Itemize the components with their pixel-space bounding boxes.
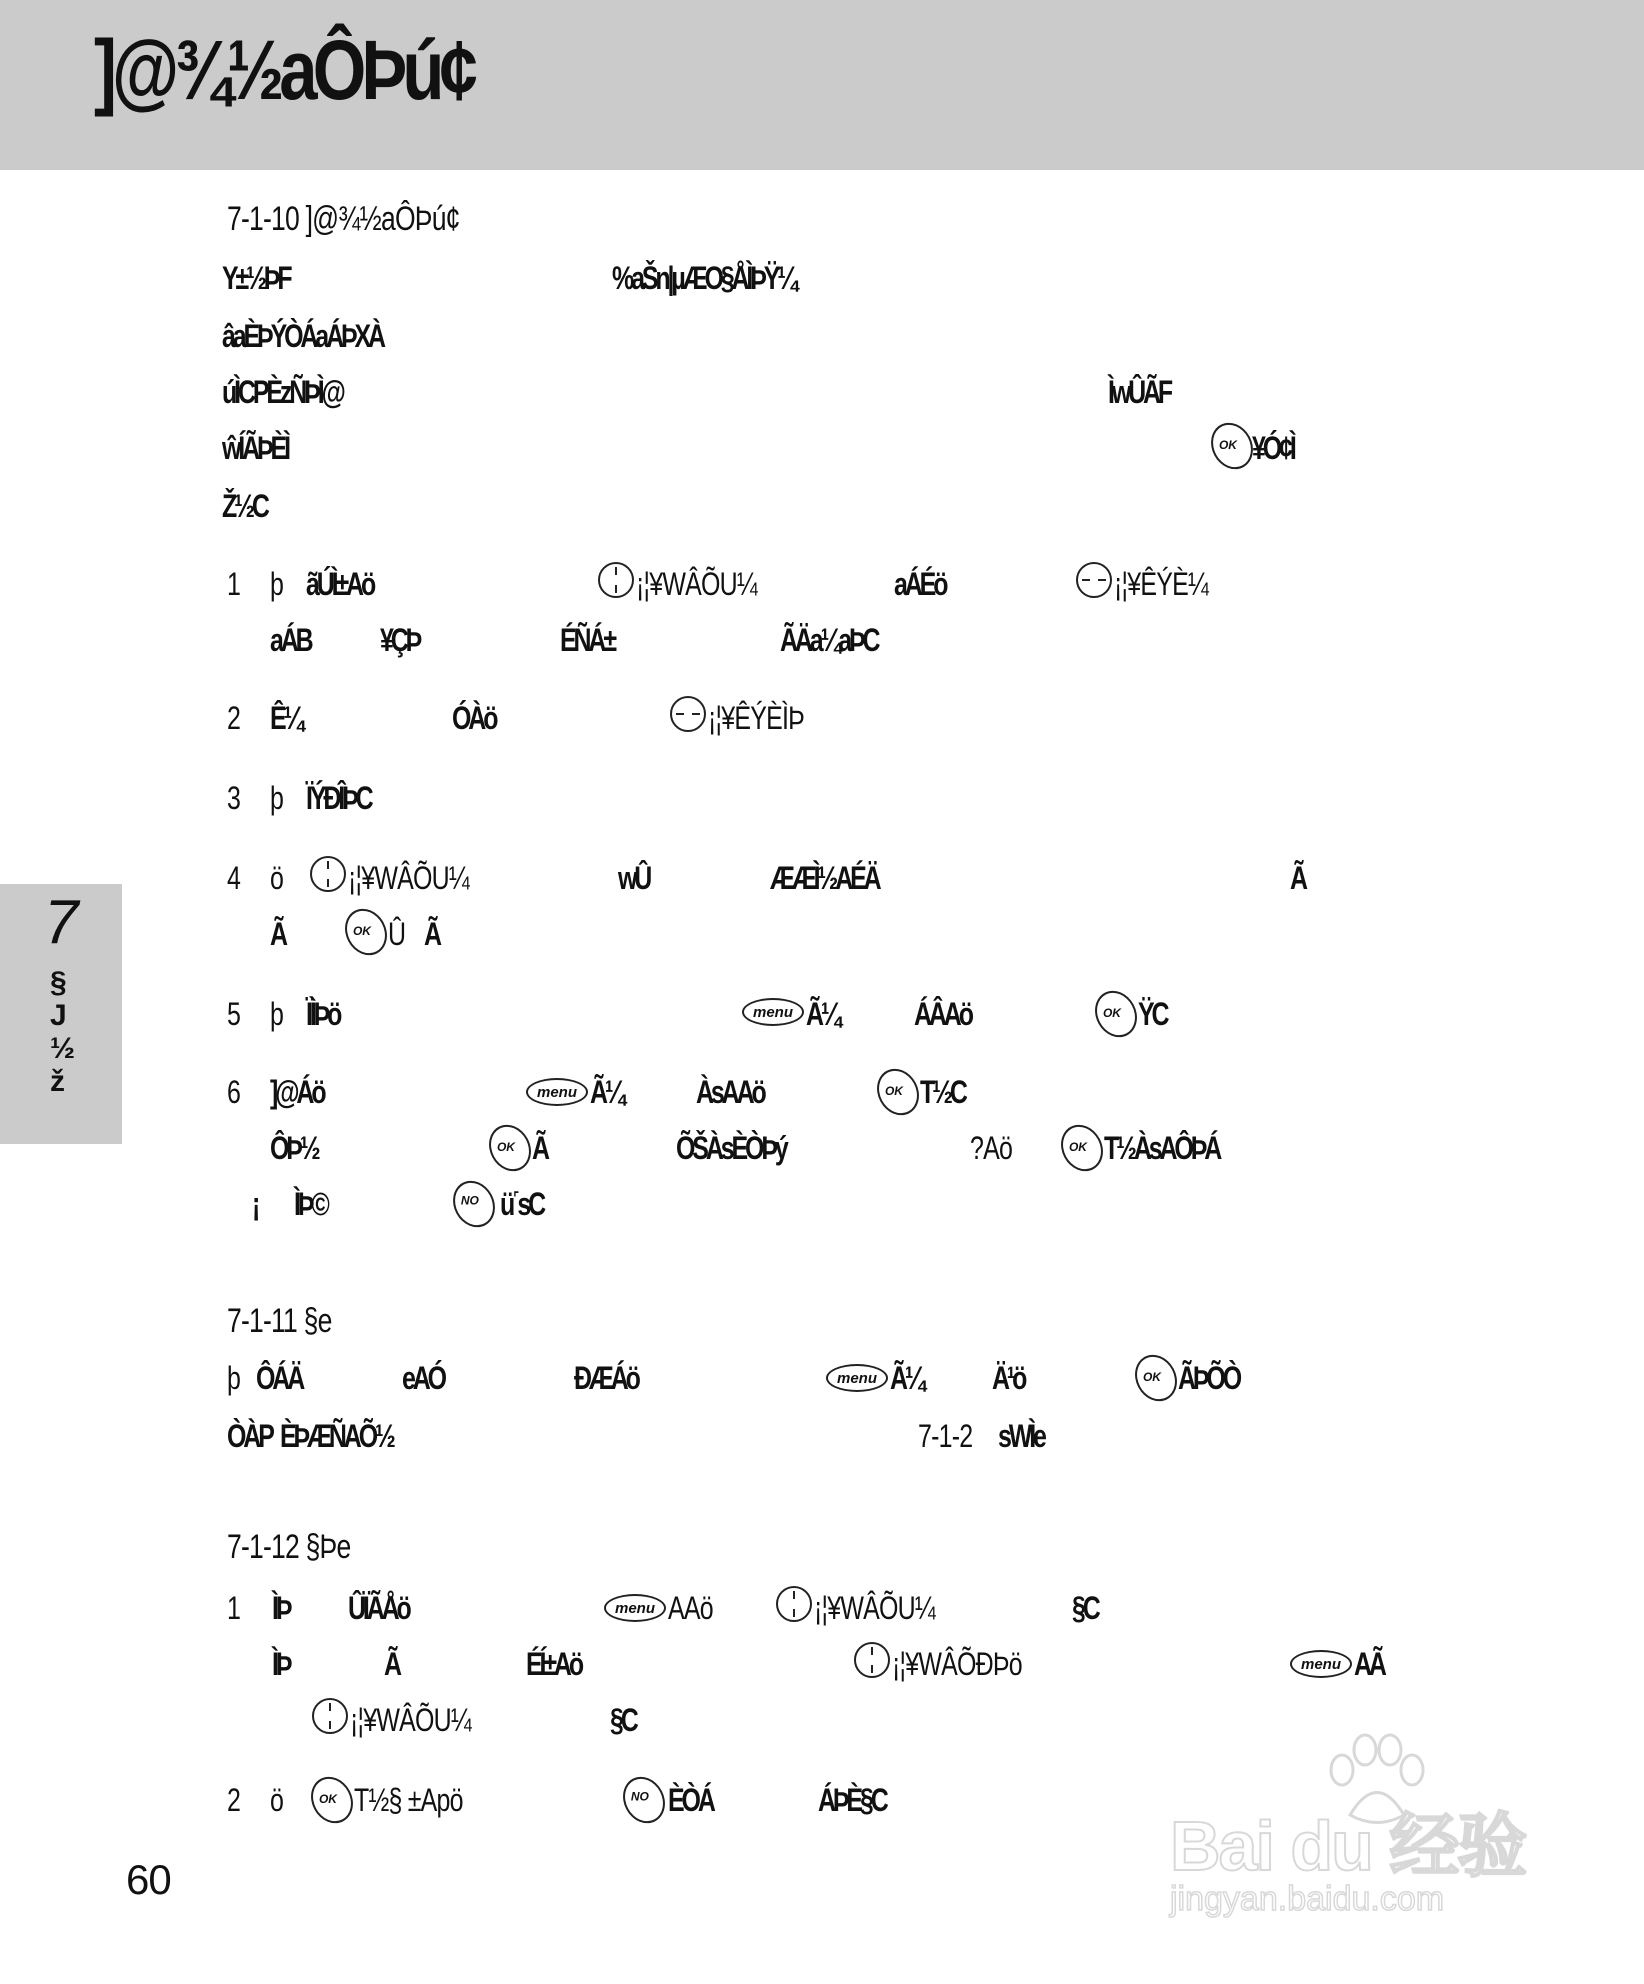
step-text: þ xyxy=(270,996,284,1032)
step-number: 4 xyxy=(227,860,241,896)
step-text: ÈÒÁ xyxy=(668,1782,713,1818)
step-text: ÌÞ© xyxy=(294,1186,327,1222)
step-text: ü˹sC xyxy=(500,1186,543,1222)
step-text: wÛ xyxy=(618,860,650,896)
step-text: ÓÀö xyxy=(452,700,496,736)
intro-text: ¥Ó¢Ì xyxy=(1252,430,1294,466)
step-text: §C xyxy=(610,1702,636,1738)
step-text: ]@Áö xyxy=(270,1074,324,1110)
menu-key-icon: menu xyxy=(526,1078,588,1106)
body-text: þ xyxy=(227,1360,241,1396)
chapter-number: 7 xyxy=(44,888,79,957)
step-number: 6 xyxy=(227,1074,241,1110)
step-text: Ã¼ xyxy=(806,996,839,1032)
nav-key-icon xyxy=(776,1586,812,1622)
step-text: ¡¦¥WÂÕU¼ xyxy=(814,1590,935,1626)
step-text: Ã xyxy=(532,1130,547,1166)
chapter-tab-label: §J½ž xyxy=(50,966,76,1098)
step-text: Ê¼ xyxy=(270,700,302,736)
step-text: AÃ xyxy=(1354,1646,1384,1682)
step-text: ¡¦¥WÂÕU¼ xyxy=(636,566,757,602)
ok-key-icon: OK xyxy=(481,1117,539,1178)
step-text: þ xyxy=(270,780,284,816)
step-text: ?Aö xyxy=(970,1130,1013,1166)
no-key-icon: NO xyxy=(445,1173,503,1234)
step-text: T½§ ±Apö xyxy=(354,1782,463,1818)
step-text: ŸC xyxy=(1138,996,1167,1032)
step-text: ¡¦¥ÊÝÈ¼ xyxy=(1114,566,1208,602)
body-text: Ã¼ xyxy=(890,1360,923,1396)
step-text: ¡¦¥WÂÕU¼ xyxy=(348,860,469,896)
step-text: ÏÌÞö xyxy=(306,996,340,1032)
step-number: 1 xyxy=(227,566,241,602)
step-text: ö xyxy=(270,860,284,896)
ok-key-icon: OK xyxy=(869,1061,927,1122)
step-text: ÁÞÈ§C xyxy=(818,1782,886,1818)
section-heading-7-1-10: 7-1-10 ]@¾½aÔÞú¢ xyxy=(227,200,460,238)
nav-key-icon xyxy=(598,562,634,598)
intro-text: Y±½ÞF xyxy=(222,260,290,296)
step-text: ÛÏÃÅö xyxy=(348,1590,409,1626)
step-number: 3 xyxy=(227,780,241,816)
step-text: ¡¦¥WÂÕU¼ xyxy=(350,1702,471,1738)
menu-key-icon: menu xyxy=(742,998,804,1026)
baidu-jingyan-watermark xyxy=(1170,1730,1550,1930)
step-text: §C xyxy=(1072,1590,1098,1626)
step-text: þ xyxy=(270,566,284,602)
body-text: eAÓ xyxy=(402,1360,444,1396)
step-text: T½ÀsAÔÞÁ xyxy=(1104,1130,1220,1166)
step-text: ÏÝÐÎÞC xyxy=(306,780,371,816)
intro-text: Ž½C xyxy=(222,488,267,524)
body-text: ÃÞÕÒ xyxy=(1178,1360,1240,1396)
ok-key-icon: OK xyxy=(1127,1347,1185,1408)
intro-text: âaÈÞÝÒÁaÁÞXÀ xyxy=(222,318,383,354)
step-text: ¡¦¥WÂÕÐÞö xyxy=(892,1646,1022,1682)
menu-key-icon: menu xyxy=(1290,1650,1352,1678)
ok-key-icon: OK xyxy=(1087,983,1145,1044)
step-text: ÆÆÌ½AÉÄ xyxy=(770,860,879,896)
cross-reference: sWÌe xyxy=(998,1418,1044,1454)
step-text: ÀsAAö xyxy=(696,1074,764,1110)
step-text: ¡ xyxy=(252,1186,258,1222)
section-heading-7-1-12: 7-1-12 §Þe xyxy=(227,1528,351,1566)
nav-key-icon xyxy=(310,856,346,892)
step-text: Ã xyxy=(270,916,285,952)
intro-text: úÌCPÈzÑÞÌ@ xyxy=(222,374,343,410)
step-text: Ã xyxy=(384,1646,399,1682)
intro-text: ÌwÛÃF xyxy=(1108,374,1171,410)
step-text: ÌÞ xyxy=(272,1646,290,1682)
section-heading-7-1-11: 7-1-11 §e xyxy=(227,1302,332,1340)
step-text: Ã xyxy=(1290,860,1305,896)
step-text: ¥ÇÞ xyxy=(380,622,420,658)
step-text: T½C xyxy=(920,1074,965,1110)
step-text: aÁÉö xyxy=(894,566,946,602)
step-text: ÉÑÁ± xyxy=(560,622,614,658)
nav-key-icon xyxy=(854,1642,890,1678)
body-text: ÐÆÁö xyxy=(574,1360,638,1396)
step-text: aÁB xyxy=(270,622,311,658)
step-text: ÔÞ½ xyxy=(270,1130,318,1166)
body-text: Ä¹ö xyxy=(992,1360,1025,1396)
intro-text: ŵÍÃÞÈÌ xyxy=(222,430,288,466)
watermark-url: jingyan.baidu.com xyxy=(1170,1880,1445,1918)
body-text: ÔÁÄ xyxy=(256,1360,303,1396)
step-text: ÃÄa¼aÞC xyxy=(780,622,878,658)
chapter-title: ]@¾½aÔÞú¢ xyxy=(94,23,473,117)
step-number: 5 xyxy=(227,996,241,1032)
chapter-side-tab xyxy=(0,884,122,1144)
step-text: ÌÞ xyxy=(272,1590,290,1626)
step-text: ÕŠÀsÈÒÞý xyxy=(676,1130,786,1166)
body-text: ÈÞÆÑAÕ½ xyxy=(280,1418,393,1454)
menu-key-icon: menu xyxy=(826,1364,888,1392)
cross-reference: 7-1-2 xyxy=(918,1418,973,1454)
step-text: ö xyxy=(270,1782,284,1818)
body-text: ÒÀP xyxy=(227,1418,272,1454)
step-text: AAö xyxy=(668,1590,713,1626)
step-number: 2 xyxy=(227,700,241,736)
menu-key-icon: menu xyxy=(604,1594,666,1622)
step-text: ÉÍ±Aö xyxy=(526,1646,581,1682)
intro-text: %aŠn|µÆO§ÅÌÞŸ¼ xyxy=(612,260,795,296)
step-text: Ã¼ xyxy=(590,1074,623,1110)
page-number: 60 xyxy=(126,1856,171,1903)
step-number: 2 xyxy=(227,1782,241,1818)
no-key-icon: NO xyxy=(615,1769,673,1830)
left-right-key-icon xyxy=(670,696,706,732)
step-text: ãÚÌ±Aö xyxy=(306,566,374,602)
ok-key-icon: OK xyxy=(337,901,395,962)
ok-key-icon: OK xyxy=(1203,415,1261,476)
step-text: Ã xyxy=(424,916,439,952)
step-text: Û xyxy=(388,916,406,952)
ok-key-icon: OK xyxy=(1053,1117,1111,1178)
step-text: ÁÂAö xyxy=(914,996,971,1032)
ok-key-icon: OK xyxy=(303,1769,361,1830)
watermark-logo-text: Bai du 经验 xyxy=(1170,1807,1526,1885)
step-text: ¡¦¥ÊÝÈÌÞ xyxy=(708,700,804,736)
nav-key-icon xyxy=(312,1698,348,1734)
left-right-key-icon xyxy=(1076,562,1112,598)
chapter-header-band xyxy=(0,0,1644,170)
step-number: 1 xyxy=(227,1590,241,1626)
